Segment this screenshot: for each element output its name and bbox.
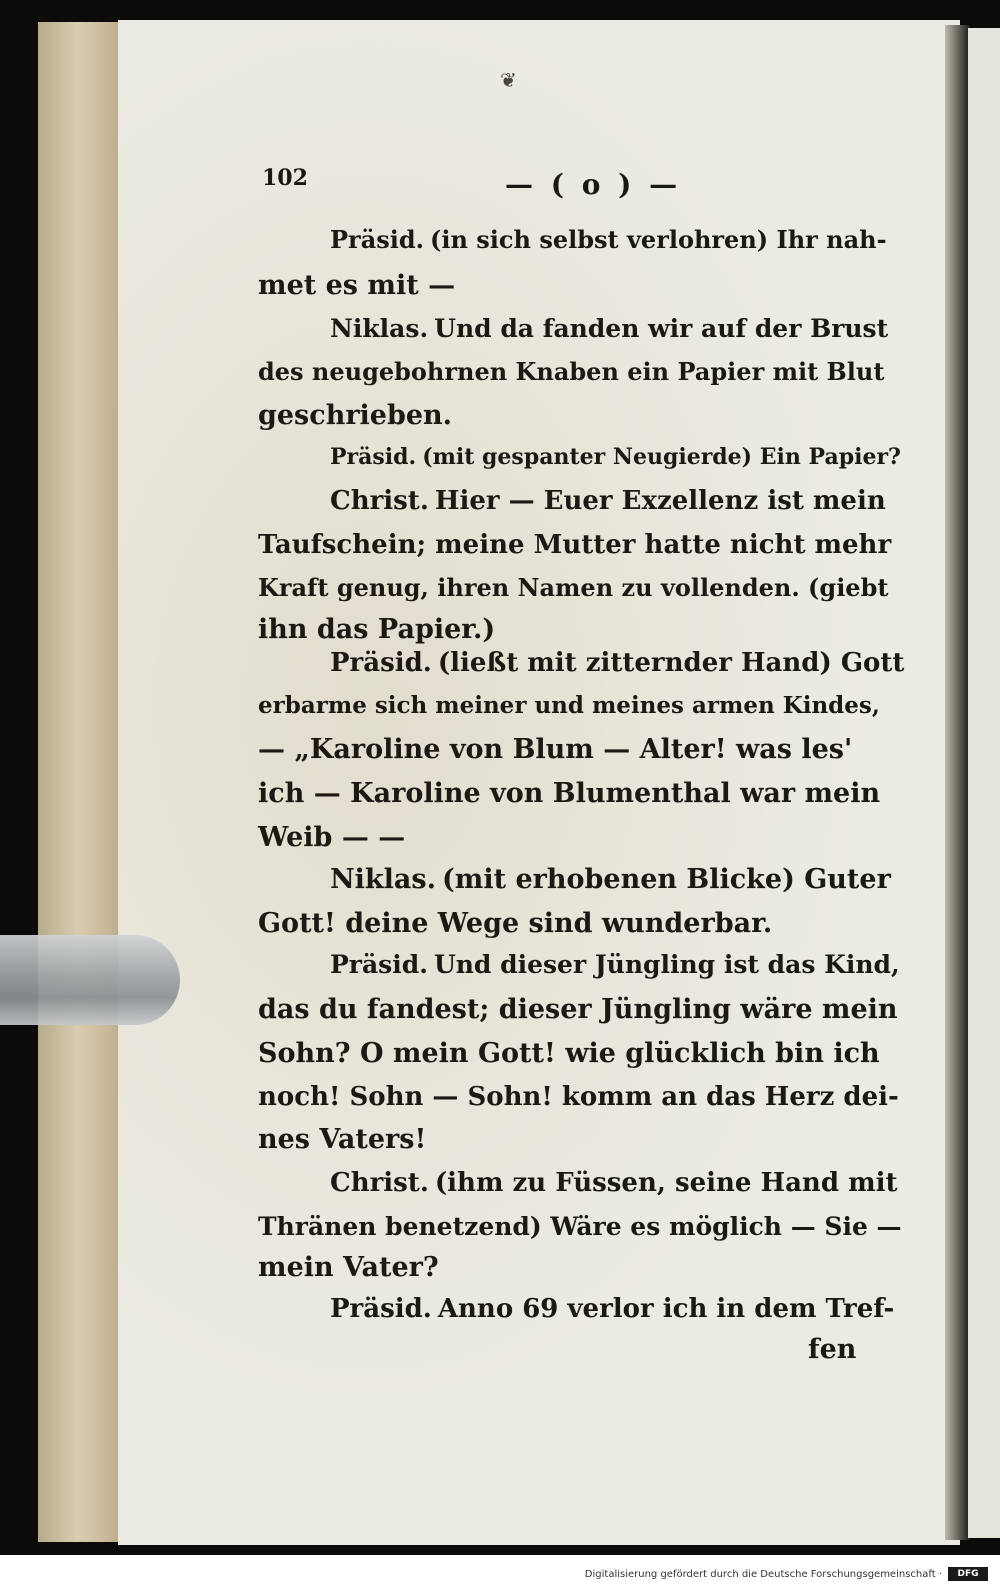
line-text: (mit erhobenen Blicke) Guter [442,864,891,895]
line-text: ihn das Papier.) [258,614,496,645]
line-text: fen [808,1334,857,1365]
text-line [808,1336,856,1363]
speaker-name: Christ. [330,486,429,516]
text-line [258,910,772,937]
line-text: (mit gespanter Neugierde) Ein Papier? [422,444,901,470]
speaker-name: Niklas. [330,864,436,895]
running-head: — ( o ) — [505,168,682,201]
line-text: (in sich selbst verlohren) Ihr nah- [430,225,887,254]
page-number: 102 [262,165,308,191]
text-line [330,650,904,676]
text-line [330,952,900,977]
text-line [330,316,888,341]
text-line [330,225,887,254]
text-line [258,694,880,717]
text-line [330,488,886,514]
speaker-name: Präsid. [330,225,425,254]
footer-bar [0,1555,1000,1590]
speaker-name: Präsid. [330,1294,432,1324]
line-text: ich — Karoline von Blumenthal war mein [258,778,881,809]
text-line [330,446,901,468]
text-line [258,1084,899,1110]
text-line [330,866,891,893]
text-line [258,1040,880,1067]
line-text: — „Karoline von Blum — Alter! was les' [258,734,853,765]
line-text: nes Vaters! [258,1124,427,1155]
speaker-name: Niklas. [330,314,429,343]
speaker-name: Christ. [330,1168,429,1198]
line-text: des neugebohrnen Knaben ein Papier mit Blut [258,357,885,386]
line-text: met es mit — [258,270,456,301]
line-text: geschrieben. [258,400,453,431]
text-line [258,824,405,851]
line-text: das du fandest; dieser Jüngling wäre mein [258,994,898,1025]
line-text: Und dieser Jüngling ist das Kind, [433,950,900,979]
text-line [258,357,885,386]
dfg-logo: DFG [948,1567,988,1581]
speaker-name: Präsid. [330,950,428,979]
line-text: Kraft genug, ihren Namen zu vollenden. (giebt [258,573,889,602]
text-line [258,532,891,558]
line-text: Weib — — [258,822,406,853]
text-line [258,573,889,602]
line-text: (ließt mit zitternder Hand) Gott [437,648,905,678]
line-text: Und da fanden wir auf der Brust [434,314,889,343]
line-text: Hier — Euer Exzellenz ist mein [434,486,886,516]
line-text: Taufschein; meine Mutter hatte nicht mehr [258,530,892,560]
line-text: Thränen benetzend) Wäre es möglich — Sie — [258,1212,902,1241]
book-gutter [945,25,970,1540]
facing-page-edge [968,28,1000,1538]
line-text: (ihm zu Füssen, seine Hand mit [434,1168,898,1198]
footer-credit: Digitalisierung gefördert durch die Deutsche Forschungsgemeinschaft · [584,1569,942,1580]
text-line [258,736,852,763]
line-text: Anno 69 verlor ich in dem Tref- [437,1294,895,1324]
text-line [258,402,452,429]
line-text: noch! Sohn — Sohn! komm an das Herz dei- [258,1082,899,1112]
line-text: Sohn? O mein Gott! wie glücklich bin ich [258,1038,880,1069]
speaker-name: Präsid. [330,444,417,470]
speaker-name: Präsid. [330,648,432,678]
text-line [258,1254,439,1281]
line-text: Gott! deine Wege sind wunderbar. [258,908,773,939]
text-line [258,996,898,1023]
ornament-mark: ❦ [500,68,517,92]
text-line [258,272,455,299]
text-line [258,1126,426,1153]
page-clip [0,935,180,1025]
text-line [330,1296,894,1322]
text-line [258,616,495,643]
text-line [330,1170,897,1196]
text-line [258,780,880,807]
line-text: mein Vater? [258,1252,439,1283]
line-text: erbarme sich meiner und meines armen Kindes, [258,692,880,719]
text-line [258,1214,902,1239]
